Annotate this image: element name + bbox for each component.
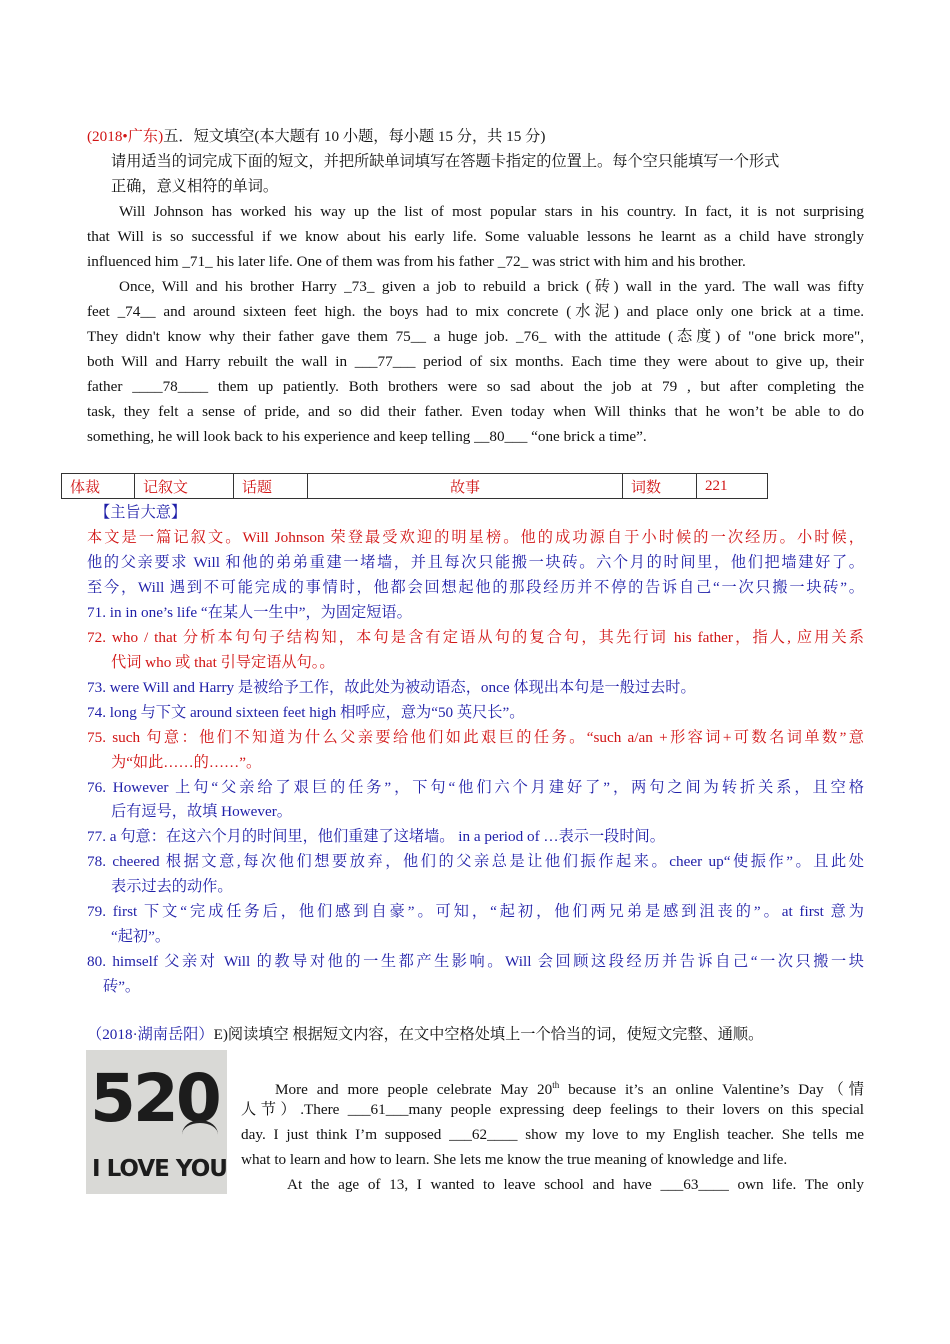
passage-line: father ____78____ them up patiently. Both brothers were so sad about the job at 79 , but after completing the [87,378,864,395]
answer-78: 78. cheered 根据文意,每次他们想要放弃，他们的父亲总是让他们振作起来。cheer up“使振作”。且此处 [87,853,864,870]
answer-75: 75. such 句意：他们不知道为什么父亲要给他们如此艰巨的任务。“such a/an +形容词+可数名词单数”意 [87,729,864,746]
answer-73: 73. were Will and Harry 是被给予工作，故此处为被动语态，once 体现出本句是一般过去时。 [87,679,696,696]
summary-heading: 【主旨大意】 [95,504,187,521]
passage-2-line: what to learn and how to learn. She lets me know the true meaning of knowledge and life. [241,1151,788,1168]
answer-72: 72. who / that 分析本句句子结构知，本句是含有定语从句的复合句，其先行词 his father，指人, 应用关系 [87,629,864,646]
passage-line: feet _74__ and around sixteen feet high. the boys had to mix concrete (水泥) and place only one brick at a time. [87,303,864,320]
source-tag: (2018•广东) [87,128,164,145]
word-count-label: 词数 [623,474,697,499]
passage-line: something, he will look back to his experience and keep telling __80___ “one brick a time”. [87,428,647,445]
topic-label: 话题 [234,474,308,499]
genre-label: 体裁 [62,474,135,499]
summary-line: 他的父亲要求 Will 和他的弟弟重建一堵墙，并且每次只能搬一块砖。六个月的时间里，他们把墙建好了。 [87,554,864,571]
answer-76: 76. However 上句“父亲给了艰巨的任务”，下句“他们六个月建好了”，两句之间为转折关系，且空格 [87,779,864,796]
topic-value: 故事 [308,474,623,499]
passage-2-text: More and more people celebrate May 20 [275,1081,553,1099]
source-tag-2: （2018·湖南岳阳） [87,1026,214,1043]
passage-line: task, they felt a sense of pride, and so did their father. Even today when Will thinks that he won’t be able to do [87,403,864,420]
superscript: th [552,1080,560,1090]
love-520-image [86,1050,227,1194]
passage-line: They didn't know why their father gave them 75__ a huge job. _76_ with the attitude (态度) of "one brick more", [87,328,864,345]
word-count-value: 221 [697,474,768,499]
summary-line: 至今，Will 遇到不可能完成的事情时，他都会回想起他的那段经历并不停的告诉自己“一次只搬一块砖”。 [87,579,864,596]
answer-79-cont: “起初”。 [111,928,171,945]
answer-80: 80. himself 父亲对 Will 的教导对他的一生都产生影响。Will 会回顾这段经历并告诉自己“一次只搬一块 [87,953,864,970]
answer-78-cont: 表示过去的动作。 [111,878,233,895]
answer-76-cont: 后有逗号，故填 However。 [111,803,292,820]
answer-80-cont: 砖”。 [103,978,141,995]
photo-number-text: 520 [90,1060,219,1137]
passage-line: both Will and Harry rebuilt the wall in ___77___ period of six months. Each time they were about to give up, their [87,353,864,370]
passage-2-line: 人节）.There ___61___many people expressing deep feelings to their lovers on this special [241,1101,864,1118]
passage-2-line: At the age of 13, I wanted to leave school and have ___63____ own life. The only [287,1176,864,1193]
passage-line: Will Johnson has worked his way up the list of most popular stars in his country. In fact, it is not surprising [119,203,864,220]
answer-71: 71. in in one’s life “在某人一生中”，为固定短语。 [87,604,412,621]
summary-line: 本文是一篇记叙文。Will Johnson 荣登最受欢迎的明星榜。他的成功源自于小时候的一次经历。小时候， [87,529,864,546]
section-2-heading [87,1024,763,1046]
answer-79: 79. first 下文“完成任务后，他们感到自豪”。可知，“起初，他们两兄弟是感到沮丧的”。at first 意为 [87,903,864,920]
instruction-line: 正确，意义相符的单词。 [111,178,279,195]
info-table [61,473,768,499]
answer-74: 74. long 与下文 around sixteen feet high 相呼应，意为“50 英尺长”。 [87,704,525,721]
passage-line: Once, Will and his brother Harry _73_ given a job to rebuild a brick (砖) wall in the yard. The wall was fifty [119,278,864,295]
passage-line: influenced him _71_ his later life. One of them was from his father _72_ was strict with him and his brother. [87,253,746,270]
answer-77: 77. a 句意：在这六个月的时间里，他们重建了这堵墙。 in a period of …表示一段时间。 [87,828,665,845]
section-heading [87,126,545,148]
passage-2-line: day. I just think I’m supposed ___62____ show my love to my English teacher. She tells me [241,1126,864,1143]
answer-75-cont: 为“如此……的……”。 [111,754,262,771]
passage-line: that Will is so successful if we know about his early life. Some valuable lessons he learnt as a child have strongly [87,228,864,245]
ornament-icon [182,1120,218,1149]
photo-love-text: I LOVE YOU [92,1156,227,1182]
section-2-title: E)阅读填空 根据短文内容，在文中空格处填上一个恰当的词，使短文完整、通顺。 [213,1026,764,1043]
genre-value: 记叙文 [135,474,234,499]
answer-72-cont: 代词 who 或 that 引导定语从句。。 [111,654,335,671]
passage-2-text: because it’s an online Valentine’s Day（情 [559,1081,864,1099]
passage-2-line [275,1074,864,1101]
section-title: 五．短文填空(本大题有 10 小题，每小题 15 分，共 15 分) [163,128,546,145]
instruction-line: 请用适当的词完成下面的短文，并把所缺单词填写在答题卡指定的位置上。每个空只能填写一个形式 [111,153,780,170]
